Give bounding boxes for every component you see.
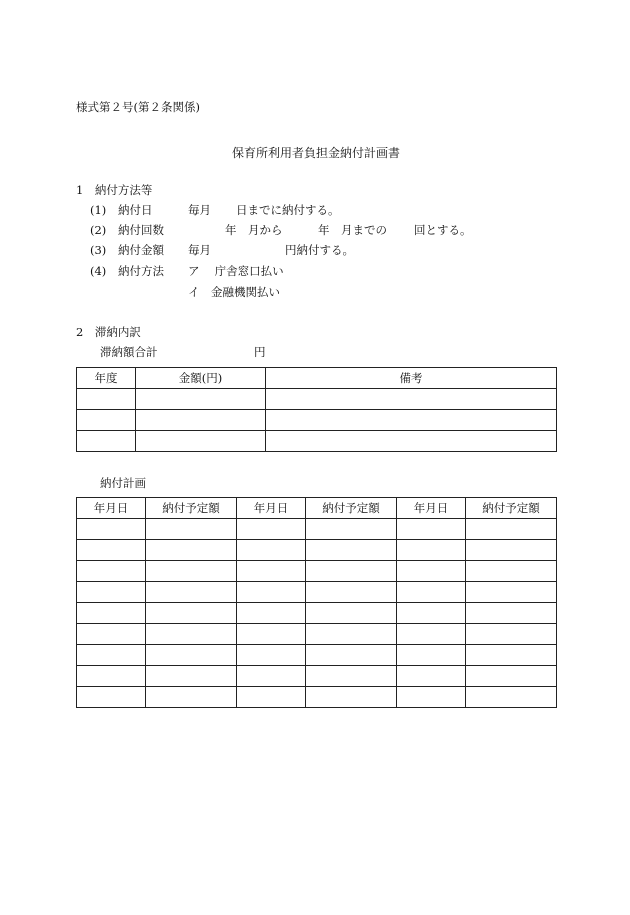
plan-heading: 納付計画 <box>100 476 146 490</box>
arrears-cell <box>136 410 266 431</box>
plan-cell <box>77 624 146 645</box>
plan-cell <box>466 624 557 645</box>
plan-cell <box>306 582 397 603</box>
plan-row <box>77 666 557 687</box>
plan-cell <box>306 603 397 624</box>
arrears-cell <box>77 431 136 452</box>
form-number: 様式第２号(第２条関係) <box>76 100 200 114</box>
plan-cell <box>397 561 466 582</box>
plan-cell <box>77 687 146 708</box>
arrears-row <box>77 410 557 431</box>
plan-cell <box>306 624 397 645</box>
plan-cell <box>237 561 306 582</box>
plan-cell <box>397 687 466 708</box>
plan-cell <box>146 687 237 708</box>
plan-cell <box>237 582 306 603</box>
plan-row <box>77 645 557 666</box>
item4-option-b: イ 金融機関払い <box>188 285 280 299</box>
arrears-cell <box>136 389 266 410</box>
item2-part1: 年 月から <box>225 223 283 237</box>
arrears-header-amount: 金額(円) <box>136 368 266 389</box>
plan-cell <box>466 561 557 582</box>
plan-header-date: 年月日 <box>237 498 306 519</box>
plan-cell <box>146 561 237 582</box>
item1-part2: 日までに納付する。 <box>236 203 340 217</box>
item2-part3: 回とする。 <box>414 223 472 237</box>
plan-cell <box>397 540 466 561</box>
plan-cell <box>466 666 557 687</box>
plan-cell <box>237 624 306 645</box>
arrears-cell <box>266 410 557 431</box>
arrears-total-unit: 円 <box>254 345 266 359</box>
plan-row <box>77 582 557 603</box>
plan-cell <box>306 687 397 708</box>
plan-header-row <box>77 498 557 519</box>
payment-plan-table <box>76 497 557 708</box>
plan-cell <box>77 666 146 687</box>
arrears-row <box>77 389 557 410</box>
item3-part1: 毎月 <box>188 243 211 257</box>
document-title: 保育所利用者負担金納付計画書 <box>232 146 401 160</box>
plan-header-amount: 納付予定額 <box>306 498 397 519</box>
plan-cell <box>146 624 237 645</box>
arrears-header-remarks: 備考 <box>266 368 557 389</box>
plan-cell <box>146 519 237 540</box>
plan-cell <box>146 645 237 666</box>
plan-cell <box>397 582 466 603</box>
plan-header-date: 年月日 <box>397 498 466 519</box>
plan-cell <box>237 666 306 687</box>
plan-cell <box>466 645 557 666</box>
section2-heading: 2 滞納内訳 <box>76 325 141 339</box>
plan-cell <box>397 603 466 624</box>
plan-cell <box>77 603 146 624</box>
plan-cell <box>77 540 146 561</box>
plan-cell <box>77 582 146 603</box>
plan-cell <box>306 561 397 582</box>
plan-row <box>77 561 557 582</box>
item3-number: (3) <box>90 243 107 257</box>
item4-label: 納付方法 <box>118 264 164 278</box>
item2-label: 納付回数 <box>118 223 164 237</box>
plan-cell <box>146 603 237 624</box>
plan-cell <box>466 603 557 624</box>
plan-header-amount: 納付予定額 <box>466 498 557 519</box>
arrears-cell <box>266 389 557 410</box>
plan-cell <box>397 624 466 645</box>
item4-option-a: ア 庁舎窓口払い <box>188 264 284 278</box>
plan-row <box>77 519 557 540</box>
section1-heading: 1 納付方法等 <box>76 183 153 197</box>
plan-cell <box>146 666 237 687</box>
arrears-header-year: 年度 <box>77 368 136 389</box>
arrears-row <box>77 431 557 452</box>
plan-cell <box>146 540 237 561</box>
plan-row <box>77 540 557 561</box>
item3-label: 納付金額 <box>118 243 164 257</box>
plan-cell <box>237 519 306 540</box>
plan-cell <box>466 582 557 603</box>
item2-part2: 年 月までの <box>318 223 387 237</box>
plan-header-amount: 納付予定額 <box>146 498 237 519</box>
item3-part2: 円納付する。 <box>285 243 354 257</box>
item4-number: (4) <box>90 264 107 278</box>
plan-cell <box>237 540 306 561</box>
arrears-table <box>76 367 557 452</box>
plan-row <box>77 624 557 645</box>
plan-cell <box>397 666 466 687</box>
plan-cell <box>466 687 557 708</box>
item1-label: 納付日 <box>118 203 153 217</box>
plan-header-date: 年月日 <box>77 498 146 519</box>
plan-cell <box>77 561 146 582</box>
plan-cell <box>306 666 397 687</box>
arrears-cell <box>136 431 266 452</box>
plan-row <box>77 603 557 624</box>
plan-cell <box>237 603 306 624</box>
plan-cell <box>237 687 306 708</box>
plan-row <box>77 687 557 708</box>
arrears-header-row <box>77 368 557 389</box>
arrears-cell <box>77 410 136 431</box>
item2-number: (2) <box>90 223 107 237</box>
plan-cell <box>146 582 237 603</box>
arrears-cell <box>77 389 136 410</box>
plan-cell <box>466 540 557 561</box>
plan-cell <box>306 645 397 666</box>
plan-cell <box>466 519 557 540</box>
plan-cell <box>77 519 146 540</box>
plan-cell <box>237 645 306 666</box>
arrears-total-label: 滞納額合計 <box>100 345 158 359</box>
plan-cell <box>306 519 397 540</box>
plan-cell <box>397 645 466 666</box>
plan-cell <box>306 540 397 561</box>
plan-cell <box>77 645 146 666</box>
item1-part1: 毎月 <box>188 203 211 217</box>
plan-cell <box>397 519 466 540</box>
item1-number: (1) <box>90 203 107 217</box>
arrears-cell <box>266 431 557 452</box>
